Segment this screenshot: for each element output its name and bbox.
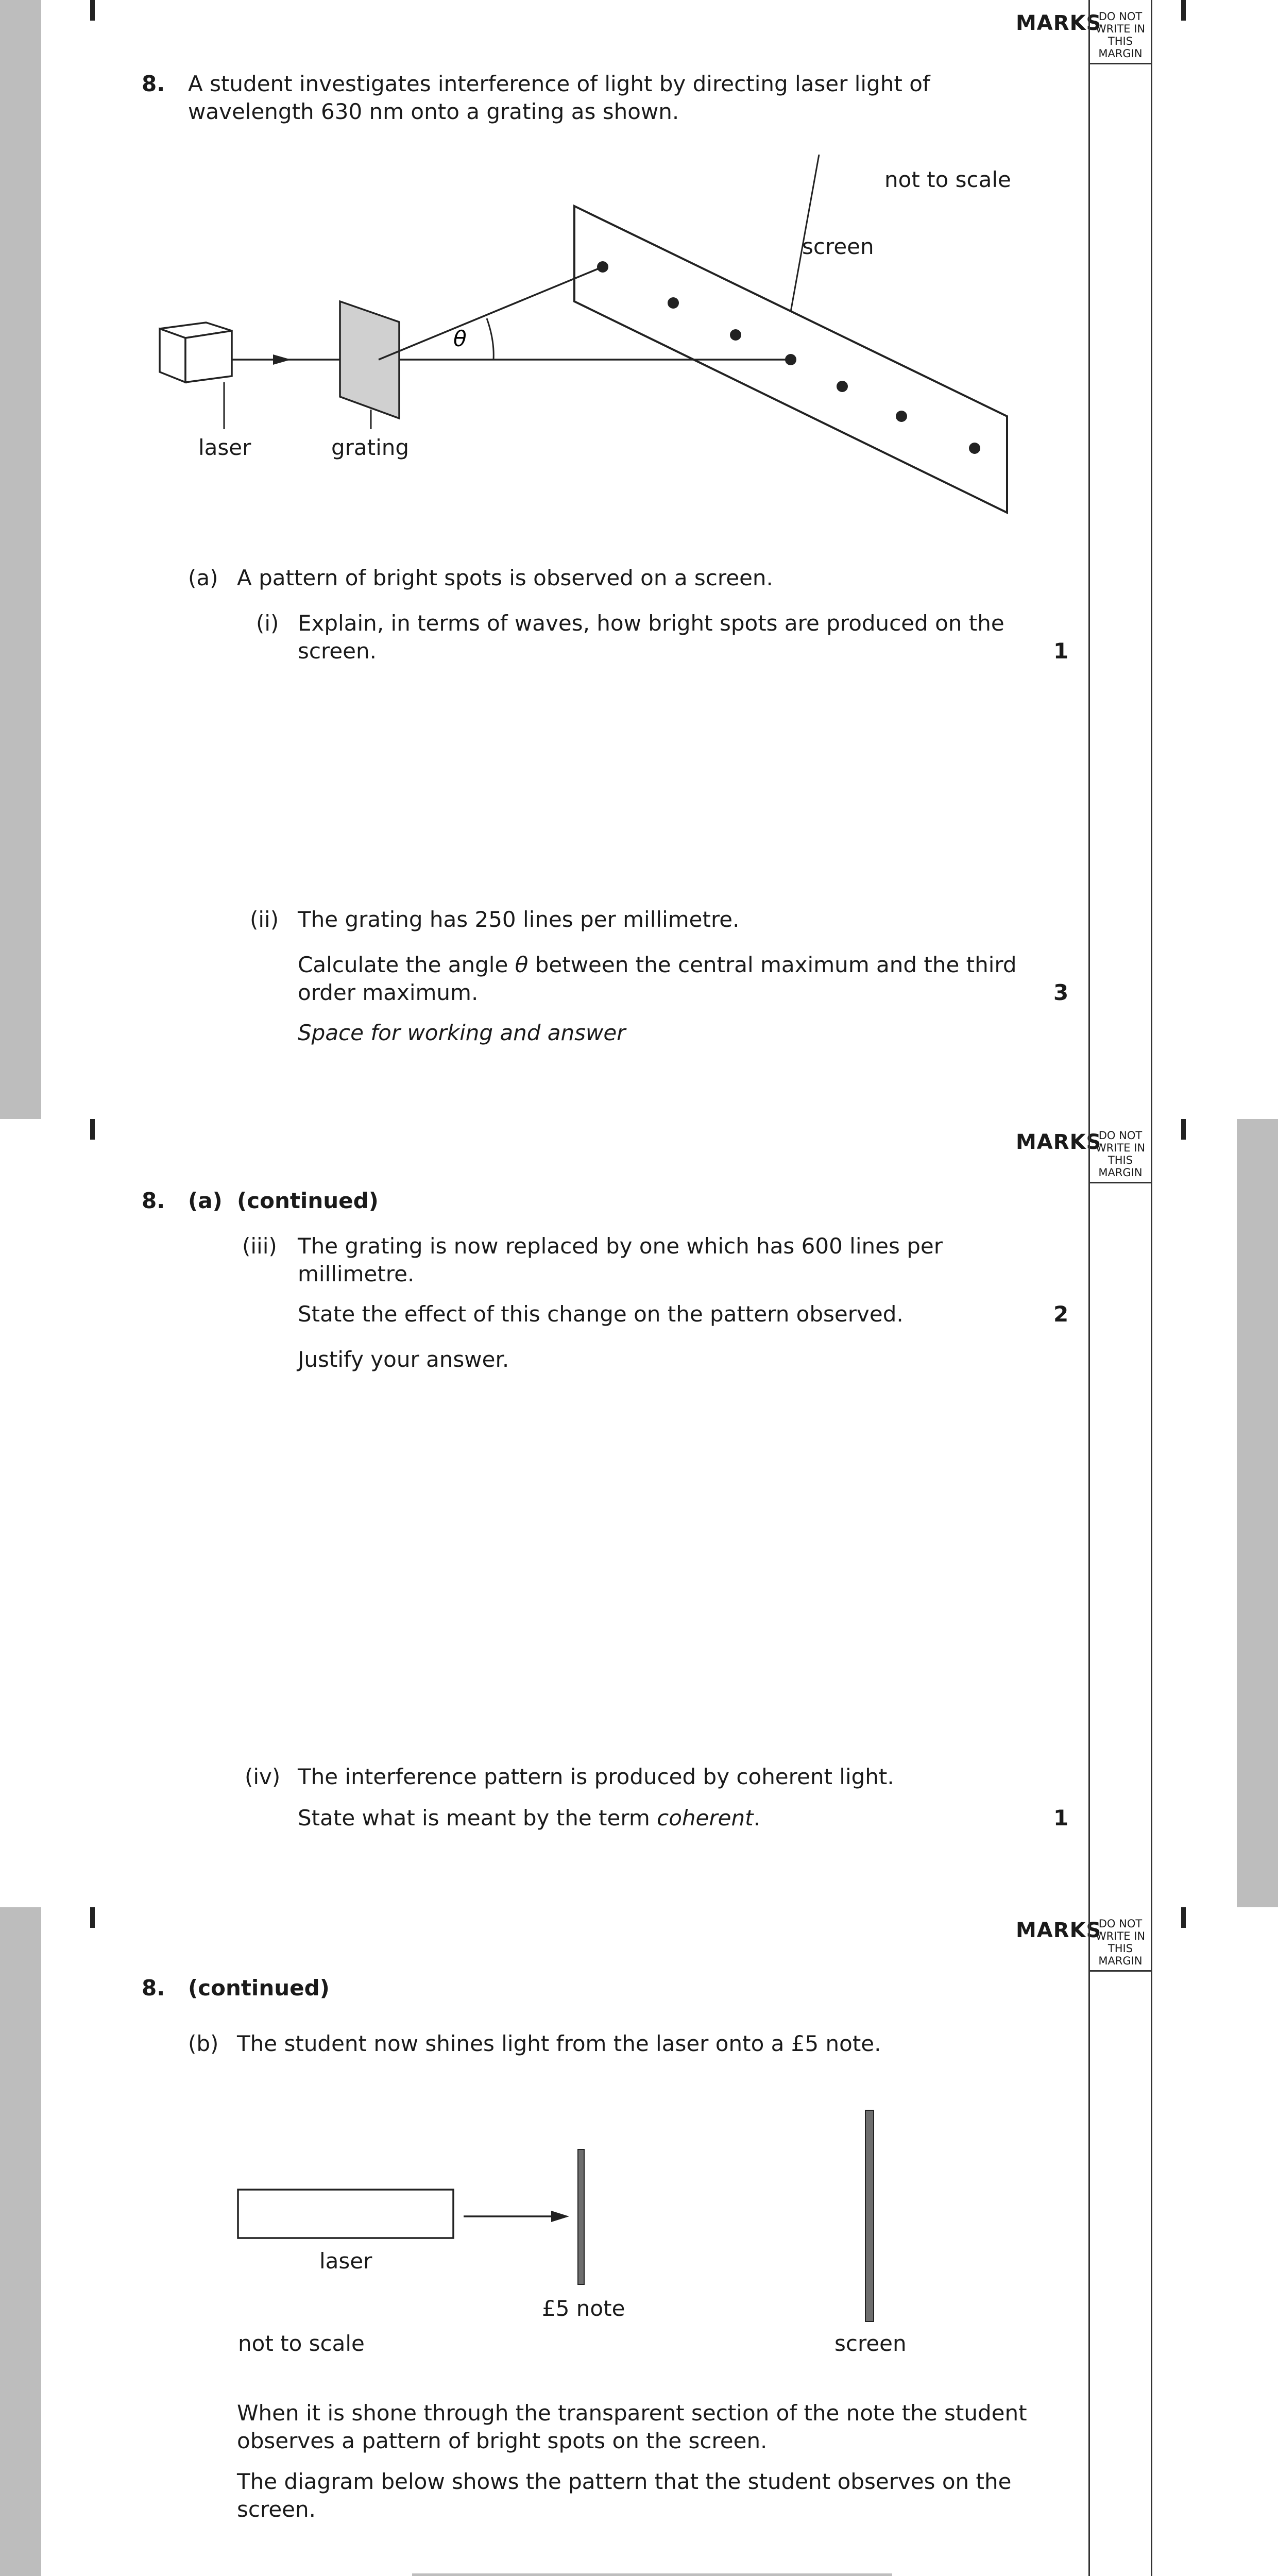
part-i-line-2: screen. xyxy=(298,638,377,664)
part-ii-mark: 3 xyxy=(1053,980,1069,1005)
marks-heading: MARKS xyxy=(1016,1130,1102,1154)
page-1 xyxy=(0,0,1278,791)
page-2 xyxy=(0,1119,1278,1907)
laser-box xyxy=(238,2190,453,2238)
grating-label: grating xyxy=(331,435,410,460)
grating-diagram xyxy=(144,155,1164,515)
question-part: (a) xyxy=(188,1188,223,1213)
part-i-line-1: Explain, in terms of waves, how bright spots are produced on the xyxy=(298,611,1004,636)
theta-arc xyxy=(487,318,493,360)
spot xyxy=(837,381,848,392)
part-b-label: (b) xyxy=(188,2031,219,2056)
para-1-line-2: observes a pattern of bright spots on the screen. xyxy=(237,2428,768,2453)
spot xyxy=(597,261,608,273)
question-number: 8. xyxy=(142,1975,165,2001)
corner-tick xyxy=(90,0,95,21)
marks-heading: MARKS xyxy=(1016,11,1102,35)
corner-tick xyxy=(1181,1907,1186,1928)
intro-line-1: A student investigates interference of light by directing laser light of xyxy=(188,71,930,96)
part-ii-calc-line-1: Calculate the angle θ between the central maximum and the third xyxy=(298,952,1017,977)
part-i-label: (i) xyxy=(256,611,279,636)
pattern-background xyxy=(412,2573,892,2576)
spot xyxy=(969,443,980,454)
part-iv-mark: 1 xyxy=(1053,1805,1069,1831)
part-iii-state: State the effect of this change on the pattern observed. xyxy=(298,1301,904,1327)
part-a-label: (a) xyxy=(188,565,218,590)
do-not-write-margin xyxy=(1088,791,1152,1119)
right-gray-bar xyxy=(1237,1119,1278,1907)
spot xyxy=(730,329,741,341)
para-1-line-1: When it is shone through the transparent section of the note the student xyxy=(237,2400,1027,2426)
spot xyxy=(785,354,796,365)
spot xyxy=(668,297,679,309)
part-ii-calc-line-2: order maximum. xyxy=(298,980,479,1005)
arrowhead xyxy=(273,354,291,365)
left-gray-bar xyxy=(0,1907,41,2576)
screen-bar xyxy=(865,2110,874,2321)
five-pound-note xyxy=(578,2149,584,2284)
left-gray-bar xyxy=(0,0,41,791)
arrowhead xyxy=(551,2211,569,2222)
corner-tick xyxy=(90,1119,95,1140)
spot-pattern xyxy=(412,2573,892,2576)
not-to-scale-label: not to scale xyxy=(238,2331,365,2356)
marks-heading: MARKS xyxy=(1016,1919,1102,1942)
part-iii-label: (iii) xyxy=(242,1233,277,1259)
corner-tick xyxy=(1181,0,1186,21)
laser-label: laser xyxy=(198,435,251,460)
do-not-write-margin xyxy=(1088,1907,1152,2576)
part-iii-mark: 2 xyxy=(1053,1301,1069,1327)
para-2-line-1: The diagram below shows the pattern that the student observes on the xyxy=(237,2469,1012,2494)
intro-line-2: wavelength 630 nm onto a grating as shown. xyxy=(188,99,679,124)
part-iv-label: (iv) xyxy=(245,1764,281,1789)
part-b-text: The student now shines light from the laser onto a £5 note. xyxy=(237,2031,881,2056)
part-a-text: A pattern of bright spots is observed on a screen. xyxy=(237,565,773,590)
para-2-line-2: screen. xyxy=(237,2497,316,2522)
continued-label: (continued) xyxy=(188,1975,330,2001)
part-ii-text: The grating has 250 lines per millimetre. xyxy=(298,907,740,932)
theta-label: θ xyxy=(453,326,467,351)
spot xyxy=(896,411,907,422)
working-space-label: Space for working and answer xyxy=(298,1020,626,1045)
part-iv-text: The interference pattern is produced by coherent light. xyxy=(298,1764,894,1789)
note-label: £5 note xyxy=(542,2296,625,2321)
margin-label: DO NOT WRITE IN THIS MARGIN xyxy=(1090,10,1151,64)
do-not-write-margin xyxy=(1088,1119,1152,1907)
part-iii-line-2: millimetre. xyxy=(298,1261,415,1286)
continued-label: (continued) xyxy=(237,1188,379,1213)
page-3 xyxy=(0,1907,1278,2576)
margin-label: DO NOT WRITE IN THIS MARGIN xyxy=(1090,1129,1151,1183)
part-i-mark: 1 xyxy=(1053,638,1069,664)
grating-plate xyxy=(340,301,399,418)
question-number: 8. xyxy=(142,71,165,96)
margin-label: DO NOT WRITE IN THIS MARGIN xyxy=(1090,1918,1151,1972)
question-number: 8. xyxy=(142,1188,165,1213)
left-gray-bar xyxy=(0,791,41,1119)
part-iii-line-1: The grating is now replaced by one which has 600 lines per xyxy=(298,1233,943,1259)
laser-label: laser xyxy=(319,2248,372,2274)
corner-tick xyxy=(1181,1119,1186,1140)
screen-label: screen xyxy=(802,234,874,259)
part-iv-state: State what is meant by the term coherent. xyxy=(298,1805,760,1831)
diffracted-ray xyxy=(379,267,603,360)
screen-label: screen xyxy=(834,2331,907,2356)
corner-tick xyxy=(90,1907,95,1928)
not-to-scale-label: not to scale xyxy=(884,167,1011,192)
part-iii-justify: Justify your answer. xyxy=(298,1347,509,1372)
part-ii-label: (ii) xyxy=(250,907,279,932)
page-1-lower xyxy=(0,791,1278,1119)
